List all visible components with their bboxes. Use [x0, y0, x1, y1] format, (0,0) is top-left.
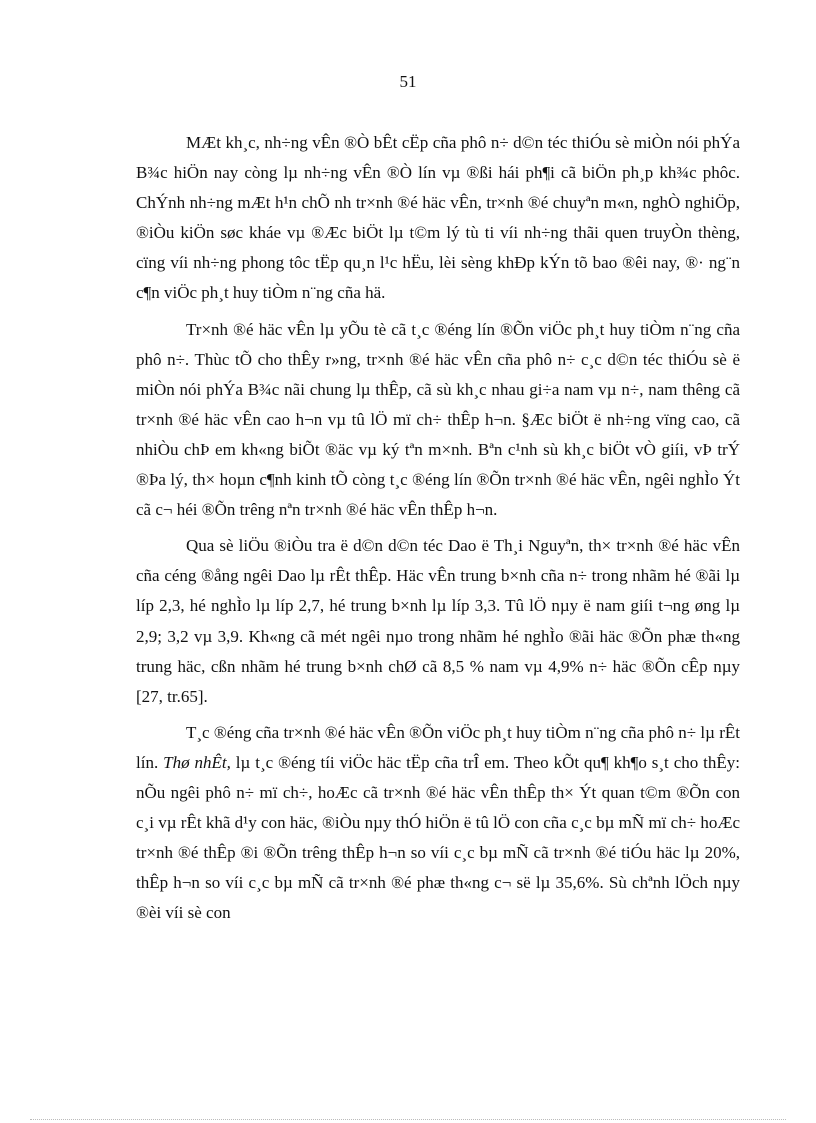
paragraph-4-rest: lµ t¸c ®éng tíi viÖc häc tËp cña trÎ em. Theo kÕt qu¶ kh¶o s¸t cho thÊy: nÕu ngêi phô n÷ mï ch÷, hoÆc cã tr×nh ®é häc vÊn thÊp th× Ýt quan t©m ®Õn con c¸i vµ rÊt khã d¹y con häc, ®iÒu nµy thÓ hiÖn ë tû lÖ con cña c¸c bµ mÑ mï ch÷ hoÆc tr×nh ®é thÊp ®i ®Õn trêng thÊp h¬n so víi c¸c bµ mÑ cã tr×nh ®é tiÓu häc lµ 20%, thÊp h¬n so víi c¸c bµ mÑ cã tr×nh ®é phæ th«ng c¬ së lµ 35,6%. Sù chªnh lÖch nµy ®èi víi sè con — [136, 752, 740, 923]
paragraph-4 — [136, 718, 740, 929]
paragraph-3: Qua sè liÖu ®iÒu tra ë d©n d©n téc Dao ë Th¸i Nguyªn, th× tr×nh ®é häc vÊn cña céng ®ång ngêi Dao lµ rÊt thÊp. Häc vÊn trung b×nh cña n÷ trong nhãm hé ®ãi lµ líp 2,3, hé nghÌo lµ líp 2,7, hé trung b×nh lµ líp 3,3. Tû lÖ nµy ë nam giíi t¬ng øng lµ 2,9; 3,2 vµ 3,9. Kh«ng cã mét ngêi nµo trong nhãm hé nghÌo ®ãi häc ®Õn phæ th«ng trung häc, cßn nhãm hé trung b×nh chØ cã 8,5 % nam vµ 4,9% n÷ häc ®Õn cÊp nµy [27, tr.65]. — [136, 536, 740, 706]
paragraph-4-lead: T¸c ®éng cña tr×nh ®é häc vÊn ®Õn viÖc ph¸t huy tiÒm n¨ng cña phô n÷ lµ rÊt lín. — [136, 722, 740, 772]
page-bottom-rule — [30, 1119, 786, 1120]
page-number: 51 — [399, 72, 417, 91]
body-text — [136, 128, 740, 934]
paragraph-2: Tr×nh ®é häc vÊn lµ yÕu tè cã t¸c ®éng lín ®Õn viÖc ph¸t huy tiÒm n¨ng cña phô n÷. Thùc tÕ cho thÊy r»ng, tr×nh ®é häc vÊn cña phô n÷ c¸c d©n téc thiÓu sè ë miÒn nói phÝa B¾c nãi chung lµ thÊp, cã sù kh¸c nhau gi÷a nam vµ n÷, nam thêng cã tr×nh ®é häc vÊn cao h¬n vµ tû lÖ mï ch÷ thÊp h¬n. §Æc biÖt ë nh÷ng vïng cao, cã nhiÒu chÞ em kh«ng biÕt ®äc vµ ký tªn m×nh. Bªn c¹nh sù kh¸c biÖt vÒ giíi, vÞ trÝ ®Þa lý, th× hoµn c¶nh kinh tÕ còng t¸c ®éng lín ®Õn tr×nh ®é häc vÊn, ngêi nghÌo Ýt cã c¬ héi ®Õn trêng nªn tr×nh ®é häc vÊn thÊp h¬n. — [136, 319, 740, 520]
paragraph-1: MÆt kh¸c, nh÷ng vÊn ®Ò bÊt cËp cña phô n÷ d©n téc thiÓu sè miÒn nói phÝa B¾c hiÖn nay còng lµ nh÷ng vÊn ®Ò lín vµ ®ßi hái ph¶i cã biÖn ph¸p kh¾c phôc. ChÝnh nh÷ng mÆt h¹n chÕ nh tr×nh ®é häc vÊn, tr×nh ®é chuyªn m«n, nghÒ nghiÖp, ®iÒu kiÖn søc kháe vµ ®Æc biÖt lµ t©m lý tù ti víi nh÷ng thãi quen truyÒn thèng, cïng víi nh÷ng phong tôc tËp qu¸n l¹c hËu, lèi sèng khÐp kÝn tõ bao ®êi nay, ®· ng¨n c¶n viÖc ph¸t huy tiÒm n¨ng cña hä. — [136, 133, 740, 303]
paragraph-4-emphasis: Thø nhÊt, — [163, 752, 231, 772]
